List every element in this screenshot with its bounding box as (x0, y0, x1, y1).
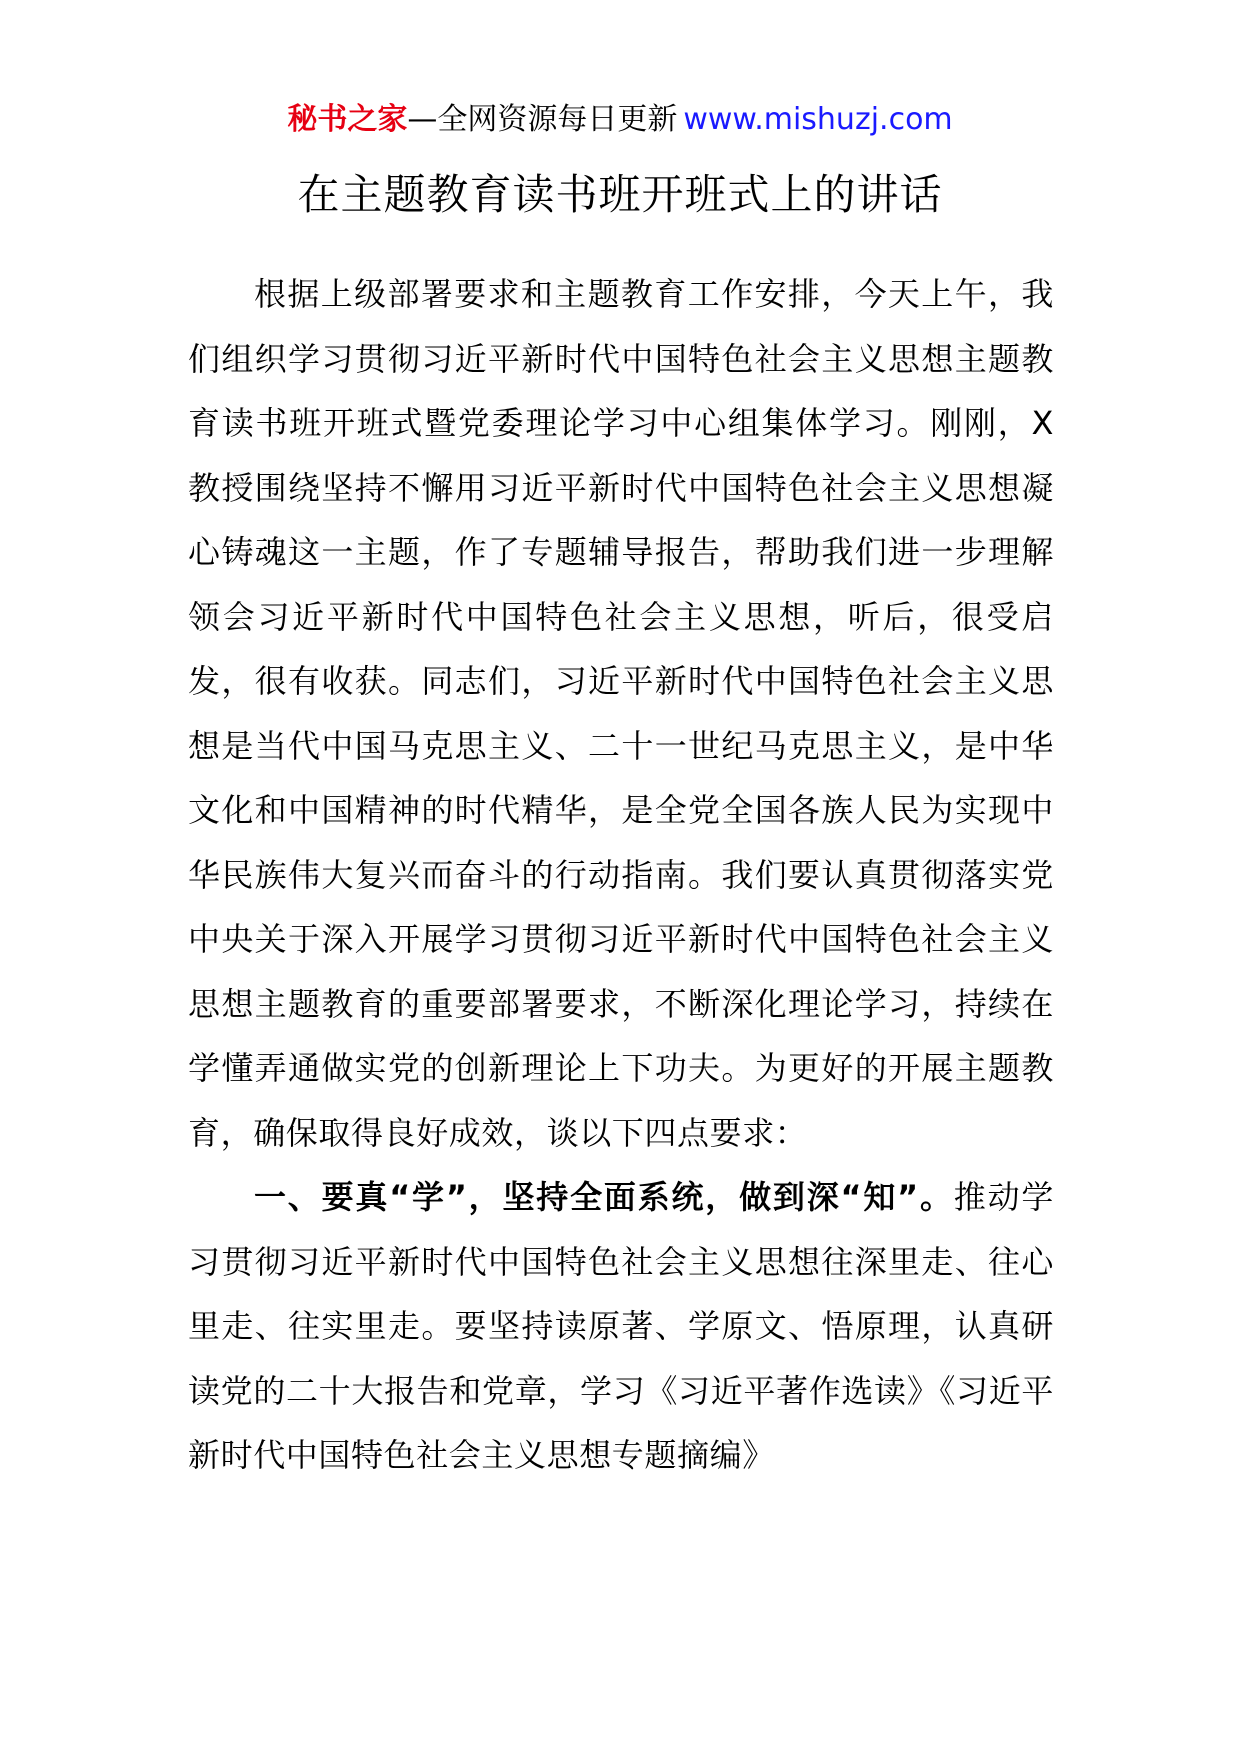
section-heading: 一、要真“学”，坚持全面系统，做到深“知”。 (254, 1178, 954, 1216)
site-url-link[interactable]: www.mishuzj.com (683, 102, 953, 137)
paragraph-intro (188, 262, 1054, 1165)
document-title: 在主题教育读书班开班式上的讲话 (297, 170, 943, 219)
paragraph-point-one (188, 1165, 1054, 1488)
brand-name: 秘书之家 (287, 102, 408, 137)
site-header (0, 100, 1240, 140)
paragraph-text: 根据上级部署要求和主题教育工作安排，今天上午，我们组织学习贯彻习近平新时代中国特色社会主义思想主题教育读书班开班式暨党委理论学习中心组集体学习。刚刚，X教授围绕坚持不懈用习近平新时代中国特色社会主义思想凝心铸魂这一主题，作了专题辅导报告，帮助我们进一步理解领会习近平新时代中国特色社会主义思想，听后，很受启发，很有收获。同志们，习近平新时代中国特色社会主义思想是当代中国马克思主义、二十一世纪马克思主义，是中华文化和中国精神的时代精华，是全党全国各族人民为实现中华民族伟大复兴而奋斗的行动指南。我们要认真贯彻落实党中央关于深入开展学习贯彻习近平新时代中国特色社会主义思想主题教育的重要部署要求，不断深化理论学习，持续在学懂弄通做实党的创新理论上下功夫。为更好的开展主题教育，确保取得良好成效，谈以下四点要求： (188, 275, 1054, 1152)
header-slogan: —全网资源每日更新 (407, 102, 678, 137)
paragraph-text: 推动学习贯彻习近平新时代中国特色社会主义思想往深里走、往心里走、往实里走。要坚持读原著、学原文、悟原理，认真研读党的二十大报告和党章，学习《习近平著作选读》《习近平新时代中国特色社会主义思想专题摘编》 (188, 1178, 1054, 1474)
document-body (188, 262, 1054, 1488)
